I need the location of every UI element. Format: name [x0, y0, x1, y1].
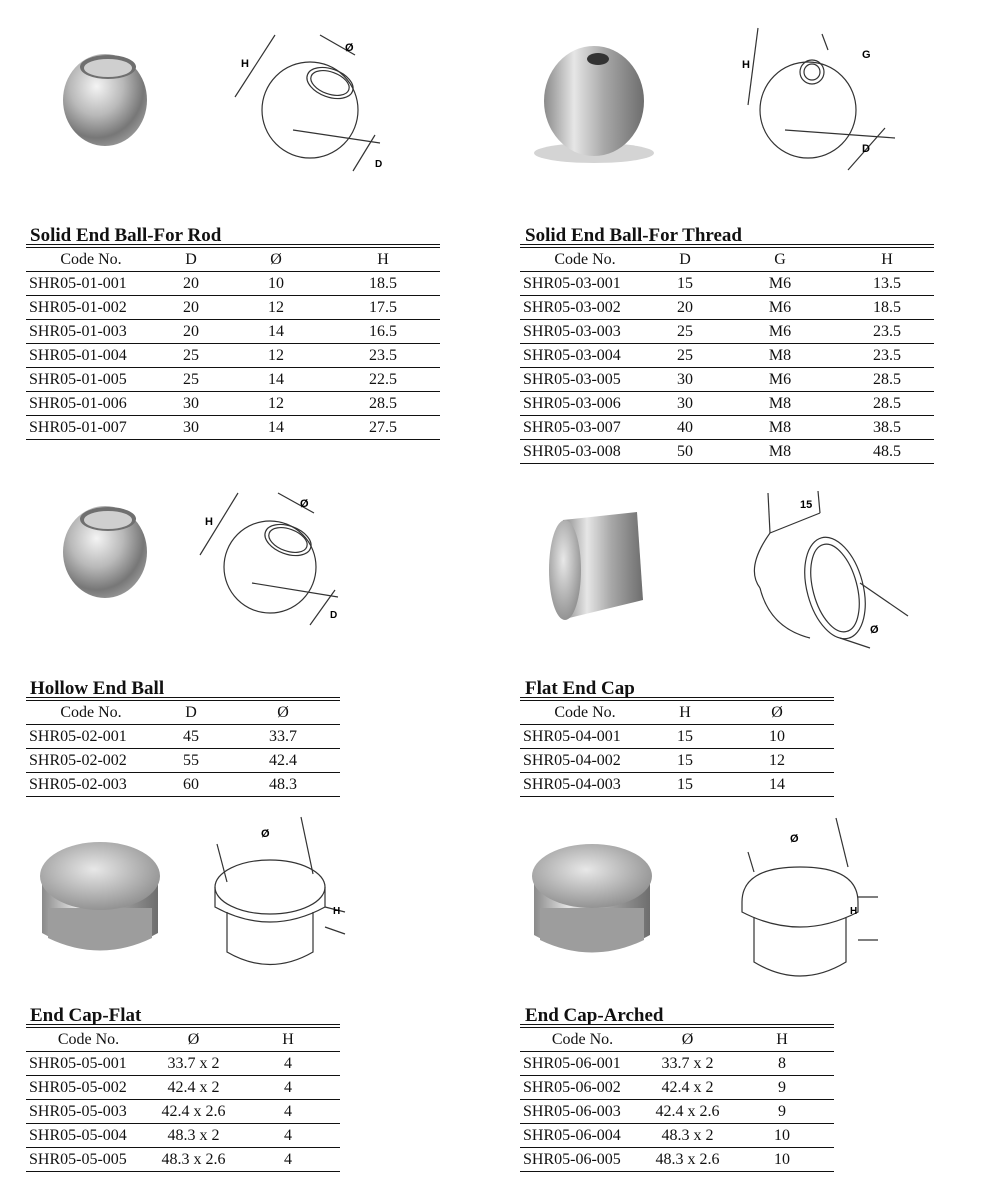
table-row [520, 1148, 834, 1172]
code-cell: SHR05-06-003 [520, 1100, 645, 1124]
table-row [520, 440, 934, 464]
drawing-label: D [862, 143, 870, 155]
column-header: H [326, 246, 440, 272]
value-cell: 40 [650, 416, 720, 440]
code-cell: SHR05-04-002 [520, 749, 650, 773]
column-header: Code No. [520, 246, 650, 272]
table-row [520, 344, 934, 368]
code-cell: SHR05-03-001 [520, 272, 650, 296]
value-cell: 25 [156, 368, 226, 392]
table-row [520, 773, 834, 797]
value-cell: 30 [650, 392, 720, 416]
column-header: Code No. [520, 699, 650, 725]
value-cell: 28.5 [840, 368, 934, 392]
value-cell: 33.7 x 2 [645, 1052, 730, 1076]
value-cell: 14 [226, 320, 326, 344]
table-row [26, 368, 440, 392]
table-row [26, 725, 340, 749]
table-row [520, 1076, 834, 1100]
column-header: Code No. [26, 699, 156, 725]
spec-table [520, 697, 834, 797]
value-cell: M6 [720, 272, 840, 296]
value-cell: 48.3 x 2 [645, 1124, 730, 1148]
value-cell: 15 [650, 749, 720, 773]
value-cell: 20 [650, 296, 720, 320]
code-cell: SHR05-03-006 [520, 392, 650, 416]
value-cell: 20 [156, 272, 226, 296]
table-row [520, 368, 934, 392]
drawing-label: D [375, 159, 383, 170]
value-cell: 48.3 [226, 773, 340, 797]
column-header: H [650, 699, 720, 725]
value-cell: 9 [730, 1100, 834, 1124]
code-cell: SHR05-01-004 [26, 344, 156, 368]
value-cell: 60 [156, 773, 226, 797]
code-cell: SHR05-06-005 [520, 1148, 645, 1172]
value-cell: 23.5 [840, 320, 934, 344]
drawing-label: H [241, 58, 249, 70]
value-cell: M6 [720, 296, 840, 320]
code-cell: SHR05-06-001 [520, 1052, 645, 1076]
value-cell: 28.5 [840, 392, 934, 416]
code-cell: SHR05-02-003 [26, 773, 156, 797]
table-row [520, 272, 934, 296]
table-header-row [26, 246, 440, 272]
spec-table [520, 244, 934, 464]
drawing-label: H [742, 59, 750, 71]
value-cell: 16.5 [326, 320, 440, 344]
code-cell: SHR05-02-001 [26, 725, 156, 749]
drawing-label: Ø [790, 833, 799, 845]
section-title: Solid End Ball-For Thread [525, 225, 742, 246]
value-cell: 14 [226, 368, 326, 392]
code-cell: SHR05-01-003 [26, 320, 156, 344]
value-cell: 12 [226, 296, 326, 320]
column-header: Code No. [520, 1026, 645, 1052]
section-title: Solid End Ball-For Rod [30, 225, 222, 246]
value-cell: 48.3 x 2 [151, 1124, 236, 1148]
code-cell: SHR05-05-002 [26, 1076, 151, 1100]
table-row [520, 392, 934, 416]
table-row [26, 416, 440, 440]
table-row [26, 344, 440, 368]
code-cell: SHR05-03-005 [520, 368, 650, 392]
value-cell: 4 [236, 1148, 340, 1172]
value-cell: 48.5 [840, 440, 934, 464]
column-header: D [156, 246, 226, 272]
table-header-row [520, 699, 834, 725]
solid-ball-thread-drawing [730, 20, 910, 180]
drawing-label: Ø [300, 498, 309, 510]
value-cell: 14 [226, 416, 326, 440]
value-cell: 42.4 x 2.6 [645, 1100, 730, 1124]
value-cell: 15 [650, 272, 720, 296]
value-cell: 17.5 [326, 296, 440, 320]
table-row [26, 773, 340, 797]
table-row [520, 749, 834, 773]
spec-table [26, 697, 340, 797]
drawing-label: H [333, 906, 341, 917]
table-row [26, 1100, 340, 1124]
value-cell: 4 [236, 1052, 340, 1076]
table-row [520, 725, 834, 749]
drawing-label: Ø [870, 624, 879, 636]
hollow-ball-photo [58, 492, 158, 602]
drawing-label: Ø [345, 42, 354, 54]
code-cell: SHR05-01-001 [26, 272, 156, 296]
code-cell: SHR05-05-004 [26, 1124, 151, 1148]
code-cell: SHR05-05-005 [26, 1148, 151, 1172]
value-cell: 25 [650, 344, 720, 368]
value-cell: 12 [226, 392, 326, 416]
value-cell: 9 [730, 1076, 834, 1100]
column-header: Ø [720, 699, 834, 725]
section-title: Flat End Cap [525, 678, 635, 699]
code-cell: SHR05-06-002 [520, 1076, 645, 1100]
value-cell: 42.4 x 2 [151, 1076, 236, 1100]
value-cell: M8 [720, 440, 840, 464]
table-row [520, 1124, 834, 1148]
code-cell: SHR05-03-008 [520, 440, 650, 464]
value-cell: 33.7 [226, 725, 340, 749]
table-row [26, 1052, 340, 1076]
value-cell: 30 [650, 368, 720, 392]
column-header: Ø [645, 1026, 730, 1052]
code-cell: SHR05-03-003 [520, 320, 650, 344]
value-cell: 45 [156, 725, 226, 749]
table-row [26, 749, 340, 773]
table-header-row [26, 699, 340, 725]
value-cell: 22.5 [326, 368, 440, 392]
value-cell: 23.5 [840, 344, 934, 368]
spec-table [26, 244, 440, 440]
flat-end-cap-photo [525, 500, 660, 630]
value-cell: M6 [720, 368, 840, 392]
value-cell: 20 [156, 320, 226, 344]
code-cell: SHR05-05-001 [26, 1052, 151, 1076]
value-cell: 18.5 [326, 272, 440, 296]
column-header: D [650, 246, 720, 272]
column-header: Ø [226, 699, 340, 725]
solid-ball-thread-photo [530, 35, 660, 170]
value-cell: 23.5 [326, 344, 440, 368]
drawing-label: D [330, 610, 338, 621]
column-header: Code No. [26, 246, 156, 272]
value-cell: 12 [720, 749, 834, 773]
code-cell: SHR05-01-002 [26, 296, 156, 320]
value-cell: 10 [226, 272, 326, 296]
drawing-label: H [205, 516, 213, 528]
value-cell: 48.3 x 2.6 [151, 1148, 236, 1172]
table-header-row [26, 1026, 340, 1052]
column-header: H [236, 1026, 340, 1052]
value-cell: 28.5 [326, 392, 440, 416]
value-cell: 10 [730, 1148, 834, 1172]
value-cell: 25 [650, 320, 720, 344]
table-row [520, 416, 934, 440]
table-row [26, 1076, 340, 1100]
end-cap-arched-drawing [730, 812, 885, 992]
end-cap-flat-drawing [205, 812, 355, 977]
end-cap-arched-photo [526, 840, 658, 965]
section-title: Hollow End Ball [30, 678, 165, 699]
table-header-row [520, 1026, 834, 1052]
value-cell: M8 [720, 392, 840, 416]
value-cell: M8 [720, 416, 840, 440]
drawing-label: G [862, 49, 871, 61]
value-cell: 27.5 [326, 416, 440, 440]
drawing-label: Ø [261, 828, 270, 840]
table-row [520, 1052, 834, 1076]
table-row [26, 1124, 340, 1148]
code-cell: SHR05-03-004 [520, 344, 650, 368]
code-cell: SHR05-01-005 [26, 368, 156, 392]
value-cell: 20 [156, 296, 226, 320]
table-row [26, 392, 440, 416]
table-header-row [520, 246, 934, 272]
code-cell: SHR05-05-003 [26, 1100, 151, 1124]
drawing-label: 15 [800, 499, 813, 511]
column-header: Code No. [26, 1026, 151, 1052]
solid-ball-rod-photo [58, 40, 158, 150]
value-cell: 15 [650, 725, 720, 749]
table-row [520, 1100, 834, 1124]
value-cell: 42.4 x 2 [645, 1076, 730, 1100]
value-cell: 12 [226, 344, 326, 368]
end-cap-flat-photo [36, 838, 166, 963]
spec-table [26, 1024, 340, 1172]
value-cell: M6 [720, 320, 840, 344]
code-cell: SHR05-06-004 [520, 1124, 645, 1148]
value-cell: 50 [650, 440, 720, 464]
value-cell: 4 [236, 1124, 340, 1148]
value-cell: 18.5 [840, 296, 934, 320]
table-row [26, 272, 440, 296]
column-header: H [840, 246, 934, 272]
section-title: End Cap-Flat [30, 1005, 142, 1026]
value-cell: 10 [720, 725, 834, 749]
table-row [26, 1148, 340, 1172]
table-row [26, 320, 440, 344]
column-header: G [720, 246, 840, 272]
value-cell: 30 [156, 416, 226, 440]
code-cell: SHR05-01-006 [26, 392, 156, 416]
hollow-ball-drawing [190, 485, 365, 630]
table-row [520, 296, 934, 320]
code-cell: SHR05-01-007 [26, 416, 156, 440]
table-row [520, 320, 934, 344]
value-cell: 4 [236, 1100, 340, 1124]
flat-end-cap-drawing [740, 488, 915, 653]
value-cell: 42.4 [226, 749, 340, 773]
code-cell: SHR05-04-001 [520, 725, 650, 749]
solid-ball-rod-drawing [225, 25, 400, 175]
value-cell: 38.5 [840, 416, 934, 440]
section-title: End Cap-Arched [525, 1005, 664, 1026]
column-header: Ø [226, 246, 326, 272]
column-header: H [730, 1026, 834, 1052]
value-cell: M8 [720, 344, 840, 368]
code-cell: SHR05-02-002 [26, 749, 156, 773]
spec-table [520, 1024, 834, 1172]
value-cell: 10 [730, 1124, 834, 1148]
value-cell: 55 [156, 749, 226, 773]
value-cell: 48.3 x 2.6 [645, 1148, 730, 1172]
code-cell: SHR05-04-003 [520, 773, 650, 797]
value-cell: 14 [720, 773, 834, 797]
drawing-label: H [850, 906, 858, 917]
value-cell: 30 [156, 392, 226, 416]
value-cell: 15 [650, 773, 720, 797]
value-cell: 8 [730, 1052, 834, 1076]
value-cell: 25 [156, 344, 226, 368]
code-cell: SHR05-03-002 [520, 296, 650, 320]
column-header: D [156, 699, 226, 725]
value-cell: 13.5 [840, 272, 934, 296]
column-header: Ø [151, 1026, 236, 1052]
code-cell: SHR05-03-007 [520, 416, 650, 440]
value-cell: 4 [236, 1076, 340, 1100]
value-cell: 33.7 x 2 [151, 1052, 236, 1076]
value-cell: 42.4 x 2.6 [151, 1100, 236, 1124]
table-row [26, 296, 440, 320]
